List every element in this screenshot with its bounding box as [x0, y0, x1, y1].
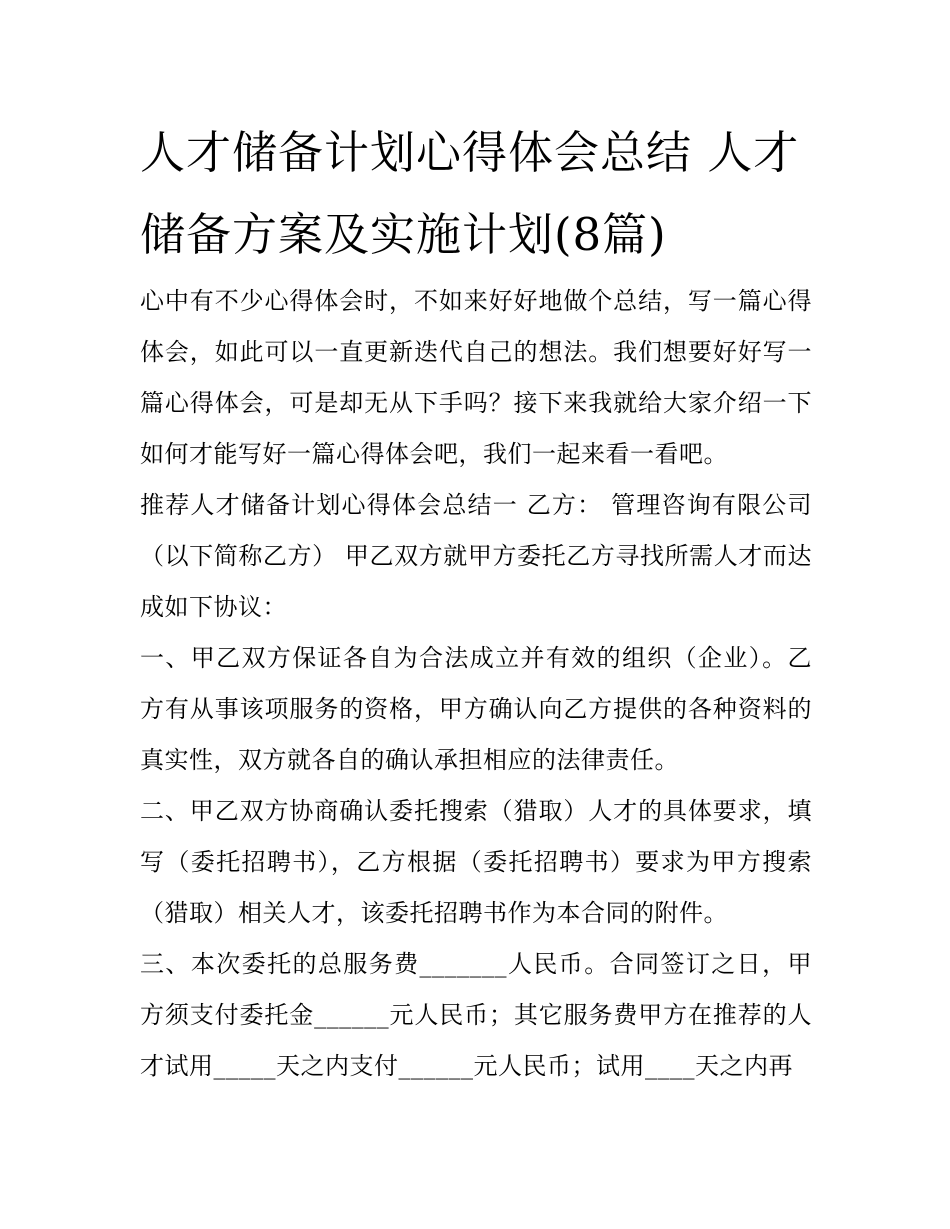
recommendation-paragraph: 推荐人才储备计划心得体会总结一 乙方： 管理咨询有限公司（以下简称乙方） 甲乙双方就甲方委托乙方寻找所需人才而达成如下协议： — [140, 491, 812, 621]
intro-paragraph: 心中有不少心得体会时，不如来好好地做个总结，写一篇心得体会，如此可以一直更新迭代自己的想法。我们想要好好写一篇心得体会，可是却无从下手吗？接下来我就给大家介绍一下如何才能写好一篇心得体会吧，我们一起来看一看吧。 — [140, 287, 812, 468]
clause-one-paragraph: 一、甲乙双方保证各自为合法成立并有效的组织（企业）。乙方有从事该项服务的资格，甲方确认向乙方提供的各种资料的真实性，双方就各自的确认承担相应的法律责任。 — [140, 644, 812, 774]
document-title: 人才储备计划心得体会总结 人才储备方案及实施计划(8篇) — [140, 126, 800, 261]
clause-two-paragraph: 二、甲乙双方协商确认委托搜索（猎取）人才的具体要求，填写（委托招聘书），乙方根据（委托招聘书）要求为甲方搜索（猎取）相关人才，该委托招聘书作为本合同的附件。 — [140, 797, 812, 927]
document-body — [140, 276, 812, 1092]
clause-three-paragraph: 三、本次委托的总服务费_______人民币。合同签订之日，甲方须支付委托金______元人民币；其它服务费甲方在推荐的人才试用_____天之内支付______元人民币；试用____天之内再 — [140, 950, 812, 1080]
